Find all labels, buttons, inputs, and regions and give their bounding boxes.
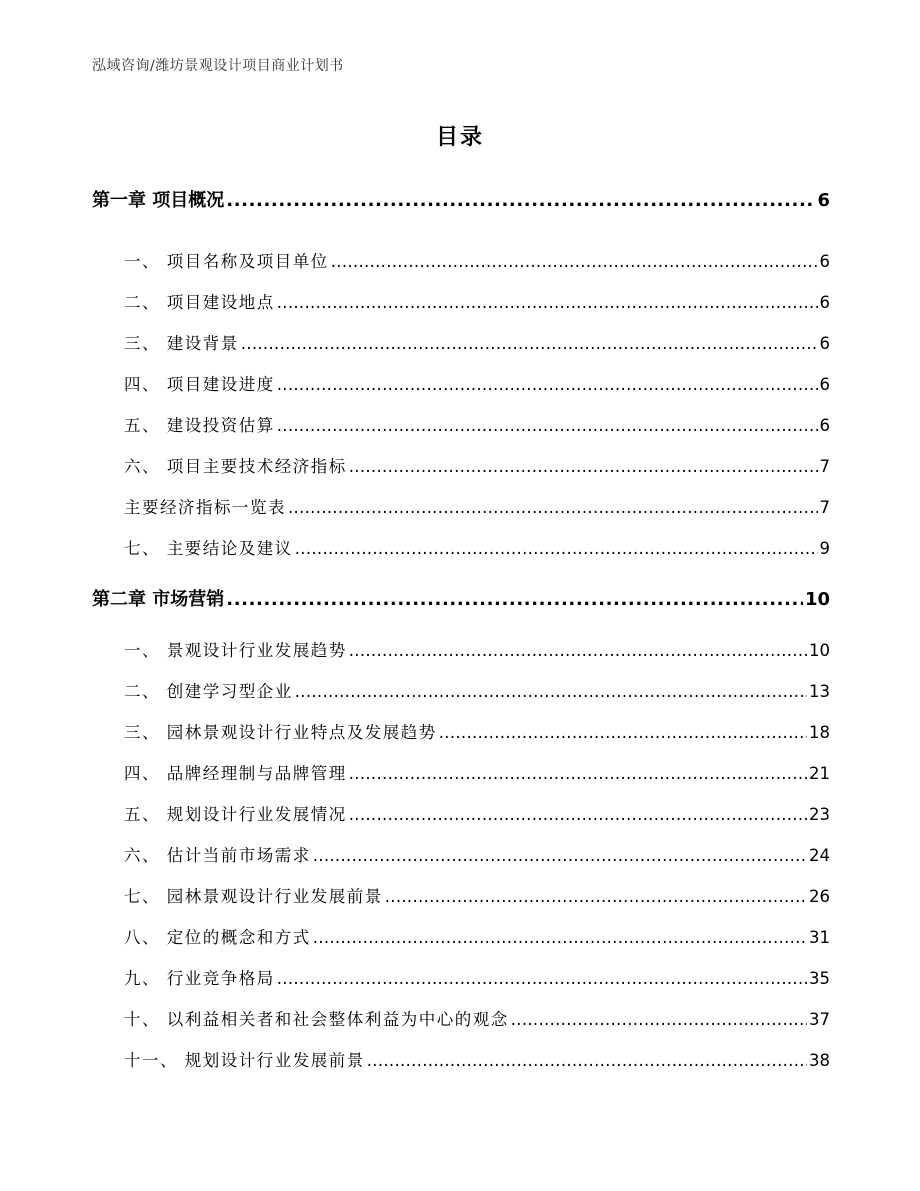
toc-entry-page: 23 [809,805,830,824]
toc-leader-dots [277,969,807,988]
toc-leader-dots [313,928,807,947]
toc-entry[interactable] [92,760,830,784]
toc-leader-dots [277,293,818,312]
toc-entry-label: 三、 建设背景 [124,334,239,353]
toc-entry-page: 6 [819,375,830,394]
toc-entry-label: 四、 品牌经理制与品牌管理 [124,764,347,783]
toc-entry-page: 7 [819,457,830,476]
toc-leader-dots [385,887,807,906]
toc-entry-label: 第一章 项目概况 [92,190,225,211]
toc-entry[interactable] [92,412,830,436]
toc-entry-chapter-2[interactable] [92,585,830,611]
toc-entry-label: 七、 园林景观设计行业发展前景 [124,887,383,906]
toc-entry-label: 一、 项目名称及项目单位 [124,252,329,271]
running-header: 泓域咨询/潍坊景观设计项目商业计划书 [92,58,344,74]
toc-leader-dots [277,375,818,394]
toc-entry-label: 五、 规划设计行业发展情况 [124,805,347,824]
toc-leader-dots [367,1051,807,1070]
toc-entry[interactable] [92,248,830,272]
toc-entry-label: 二、 项目建设地点 [124,293,275,312]
toc-entry[interactable] [92,965,830,989]
toc-entry-label: 四、 项目建设进度 [124,375,275,394]
toc-entry-label: 九、 行业竞争格局 [124,969,275,988]
toc-entry-page: 7 [819,498,830,517]
toc-entry-label: 六、 项目主要技术经济指标 [124,457,347,476]
toc-title: 目录 [435,125,484,150]
toc-entry-page: 6 [819,252,830,271]
toc-entry-page: 31 [809,928,830,947]
toc-entry-page: 37 [809,1010,830,1029]
toc-entry[interactable] [92,535,830,559]
toc-entry[interactable] [92,453,830,477]
header-divider [92,80,828,81]
toc-entry-page: 24 [809,846,830,865]
toc-entry[interactable] [92,883,830,907]
toc-entry[interactable] [92,719,830,743]
toc-entry[interactable] [92,924,830,948]
toc-leader-dots [349,764,807,783]
toc-leader-dots [226,589,803,610]
toc-entry-label: 五、 建设投资估算 [124,416,275,435]
toc-leader-dots [439,723,807,742]
toc-entry-page: 35 [809,969,830,988]
toc-entry[interactable] [92,494,830,518]
toc-entry[interactable] [92,1047,830,1071]
toc-leader-dots [241,334,818,353]
toc-entry-page: 18 [809,723,830,742]
toc-entry-page: 6 [817,190,830,211]
toc-entry[interactable] [92,842,830,866]
toc-entry-page: 6 [819,293,830,312]
toc-entry-page: 6 [819,416,830,435]
toc-entry-label: 二、 创建学习型企业 [124,682,293,701]
toc-entry-page: 21 [809,764,830,783]
toc-entry-label: 三、 园林景观设计行业特点及发展趋势 [124,723,437,742]
toc-entry-label: 八、 定位的概念和方式 [124,928,311,947]
toc-leader-dots [277,416,818,435]
toc-entry-page: 38 [809,1051,830,1070]
toc-entry[interactable] [92,678,830,702]
toc-entry[interactable] [92,1006,830,1030]
toc-entry[interactable] [92,801,830,825]
toc-leader-dots [226,190,815,211]
toc-entry-page: 26 [809,887,830,906]
toc-leader-dots [313,846,807,865]
toc-leader-dots [295,682,807,701]
toc-entry-label: 十一、 规划设计行业发展前景 [124,1051,365,1070]
toc-entry[interactable] [92,330,830,354]
toc-leader-dots [349,641,807,660]
toc-entry[interactable] [92,289,830,313]
toc-leader-dots [331,252,818,271]
toc-entry-label: 主要经济指标一览表 [124,498,286,517]
toc-entry[interactable] [92,371,830,395]
toc-entry-label: 十、 以利益相关者和社会整体利益为中心的观念 [124,1010,509,1029]
toc-leader-dots [511,1010,807,1029]
toc-leader-dots [349,805,807,824]
toc-entry-label: 六、 估计当前市场需求 [124,846,311,865]
toc-entry-page: 13 [809,682,830,701]
toc-entry-page: 9 [819,539,830,558]
toc-entry-label: 第二章 市场营销 [92,589,225,610]
toc-entry-page: 10 [804,589,830,610]
toc-leader-dots [349,457,818,476]
toc-entry[interactable] [92,637,830,661]
toc-leader-dots [295,539,818,558]
toc-leader-dots [288,498,818,517]
toc-entry-chapter-1[interactable] [92,186,830,212]
toc-entry-label: 七、 主要结论及建议 [124,539,293,558]
toc-entry-label: 一、 景观设计行业发展趋势 [124,641,347,660]
toc-entry-page: 10 [809,641,830,660]
toc-entry-page: 6 [819,334,830,353]
